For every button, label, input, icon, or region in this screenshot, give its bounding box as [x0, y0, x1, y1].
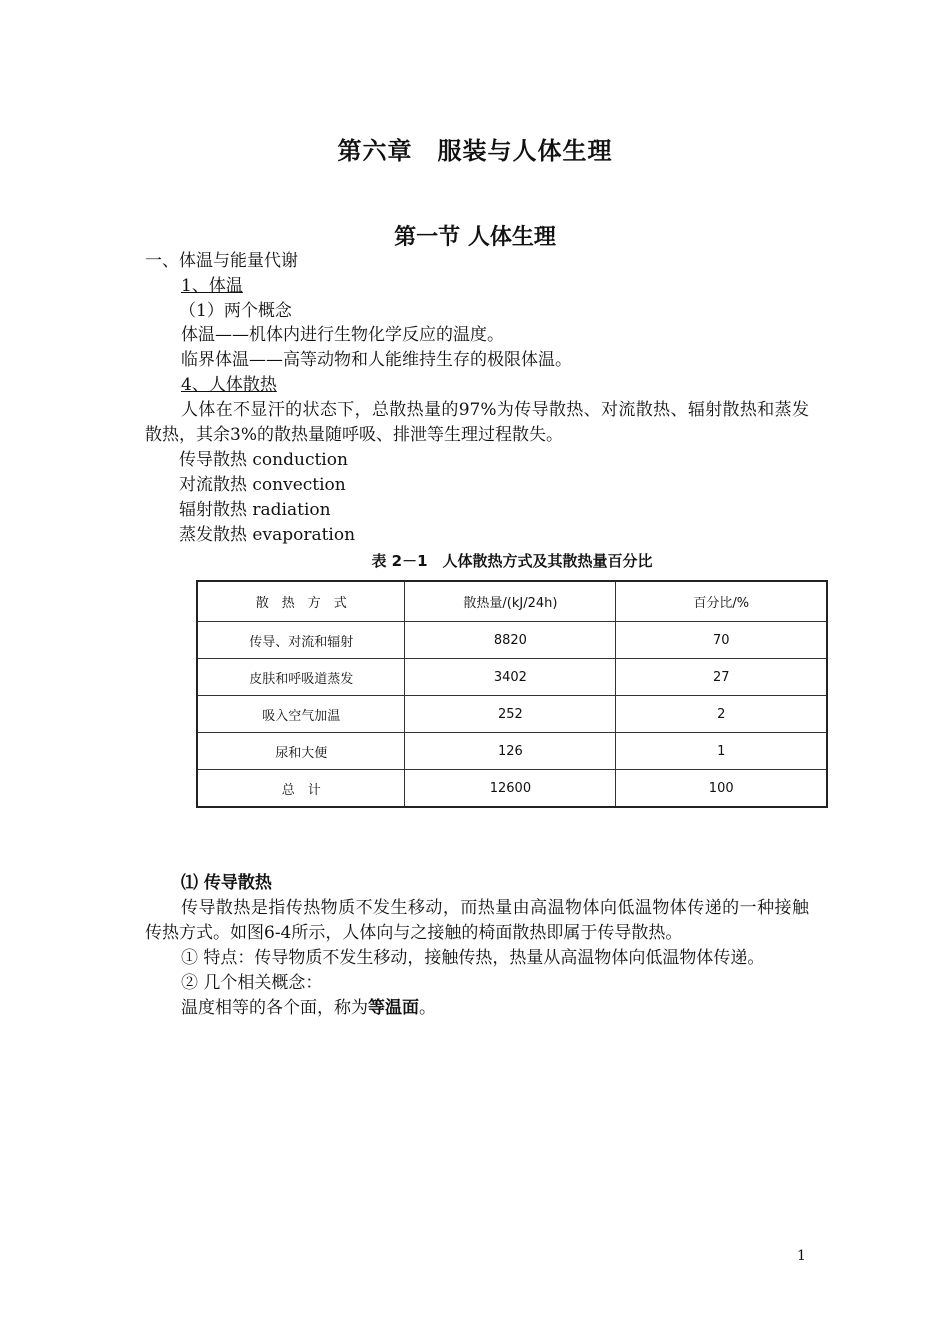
subheading-heat-dissipation: 4、人体散热: [181, 375, 277, 395]
table-row: [197, 696, 827, 733]
table-header-cell: 百分比/%: [616, 581, 827, 622]
table-cell: 100: [616, 770, 827, 808]
paragraph-conduction: 传导散热是指传热物质不发生移动，而热量由高温物体向低温物体传递的一种接触传热方式。如图6-4所示，人体向与之接触的椅面散热即属于传导散热。: [145, 898, 809, 943]
table-cell: 皮肤和呼吸道蒸发: [197, 659, 405, 696]
table-cell: 总 计: [197, 770, 405, 808]
definition-critical-temp: 临界体温——高等动物和人能维持生存的极限体温。: [181, 350, 572, 370]
heading-body-temp-metabolism: 一、体温与能量代谢: [145, 251, 298, 271]
table-row: [197, 733, 827, 770]
table-cell: 126: [405, 733, 616, 770]
heat-dissipation-table: [196, 580, 828, 808]
chapter-title: 第六章 服装与人体生理: [337, 136, 613, 165]
table-row: [197, 622, 827, 659]
subheading-two-concepts: （1）两个概念: [179, 301, 292, 321]
table-cell: 1: [616, 733, 827, 770]
subheading-conduction: ⑴ 传导散热: [181, 873, 272, 893]
table-caption: [0, 550, 950, 571]
table-row-total: [197, 770, 827, 808]
table-caption-text: 表 2－1 人体散热方式及其散热量百分比: [371, 552, 653, 570]
table-header-cell: 散 热 方 式: [197, 581, 405, 622]
table-row: [197, 659, 827, 696]
page-number: 1: [797, 1248, 806, 1264]
table-cell: 8820: [405, 622, 616, 659]
definition-body-temp: 体温——机体内进行生物化学反应的温度。: [181, 325, 504, 345]
related-concepts: ② 几个相关概念：: [181, 973, 323, 993]
isotherm-definition: [181, 996, 436, 1021]
table-header-row: [197, 581, 827, 622]
isotherm-suffix: 。: [419, 998, 436, 1018]
term-conduction: 传导散热 conduction: [179, 450, 348, 470]
paragraph-heat-dissipation: 人体在不显汗的状态下，总散热量的97%为传导散热、对流散热、辐射散热和蒸发散热，其余3%的散热量随呼吸、排泄等生理过程散失。: [145, 400, 809, 445]
table-cell: 252: [405, 696, 616, 733]
table-cell: 吸入空气加温: [197, 696, 405, 733]
table-header-cell: 散热量/(kJ/24h): [405, 581, 616, 622]
table-cell: 12600: [405, 770, 616, 808]
table-cell: 传导、对流和辐射: [197, 622, 405, 659]
table-cell: 尿和大便: [197, 733, 405, 770]
term-evaporation: 蒸发散热 evaporation: [179, 525, 356, 545]
table-cell: 3402: [405, 659, 616, 696]
section-title: 第一节 人体生理: [394, 224, 556, 250]
isotherm-prefix: 温度相等的各个面，称为: [181, 998, 368, 1018]
term-convection: 对流散热 convection: [179, 475, 346, 495]
table-cell: 27: [616, 659, 827, 696]
table-cell: 70: [616, 622, 827, 659]
term-radiation: 辐射散热 radiation: [179, 500, 331, 520]
conduction-feature: ① 特点：传导物质不发生移动，接触传热，热量从高温物体向低温物体传递。: [181, 948, 765, 968]
subheading-body-temp: 1、体温: [181, 276, 243, 296]
table-cell: 2: [616, 696, 827, 733]
isotherm-term: 等温面: [368, 998, 419, 1018]
